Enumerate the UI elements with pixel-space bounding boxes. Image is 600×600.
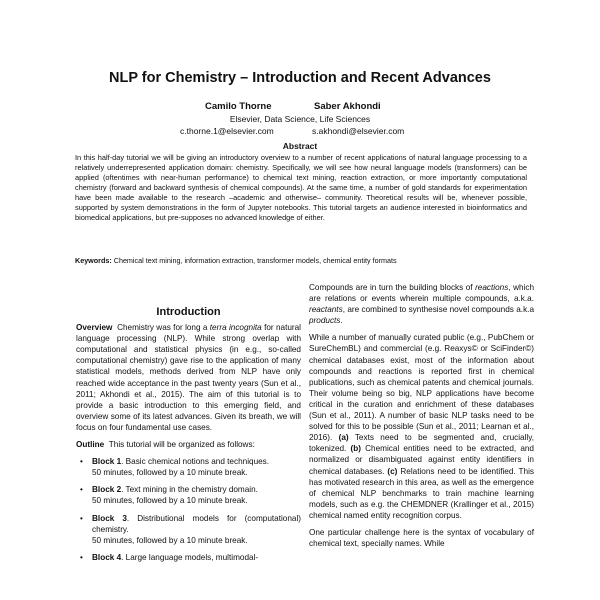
- list-item: • Block 2. Text mining in the chemistry domain. 50 minutes, followed by a 10 minute break.: [76, 484, 301, 506]
- outline-label: Outline: [76, 440, 105, 450]
- overview-label: Overview: [76, 323, 113, 333]
- outline-paragraph: Outline This tutorial will be organized as follows:: [76, 440, 255, 450]
- author-name: Saber Akhondi: [314, 101, 381, 112]
- paragraph: While a number of manually curated public (e.g., PubChem or SureChemBL) and commercial (e.g. Reaxys© or SciFinder©) chemical databases exist, most of the information about compounds and reactions is reported first in chemical publications, such as chemical patents and chemical journals. Their volume being so big, NLP applications have become critical in the curation and enrichment of these databases (Sun et al., 2011). A number of basic NLP tasks need to be solved for this to be possible (Sun et al., 2011; Learnan et al., 2016). (a) Texts need to be segmented and, crucially, tokenized. (b) Chemical entities need to be extracted, and normalized or disambiguated against entity identifiers in chemical databases. (c) Relations need to be identified. This has motivated research in this area, as well as the emergence of chemical NLP benchmarks to train machine learning models, such as e.g. the CHEMDNER (Krallinger et al., 2015) chemical named entity recognition corpus.: [309, 333, 534, 520]
- list-item: • Block 1. Basic chemical notions and techniques. 50 minutes, followed by a 10 minute break.: [76, 456, 301, 478]
- list-item: • Block 4. Large language models, multimodal-: [76, 552, 301, 563]
- abstract-heading: Abstract: [282, 141, 318, 151]
- abstract-text: In this half-day tutorial we will be giving an introductory overview to a number of recent applications of natural language processing to a relatively underrepresented application domain: chemistry. Specifically, we will see how neural language models (transformers) can be applied (oftentimes with near-human performance) to chemical text mining, reaction extraction, or more importantly computational chemistry (forward and backward synthesis of chemical compounds). At the same time, a number of gold standards for experimentation have been made available to the research –academic and otherwise– community. Theoretical results will be, whenever possible, supported by system demonstrations in the form of Jupyter notebooks. This tutorial targets an audience interested in bioinformatics and biomedical applications, but pre-supposes no advanced knowledge of either.: [75, 153, 527, 222]
- block-list: [76, 456, 301, 563]
- overview-paragraph: Overview Chemistry was for long a terra incognita for natural language processing (NLP). While strong overlap with computational and statistical physics (in e.g., so-called computational chemistry) gave rise to the application of many statistical models, methods derived from NLP have only reached wide acceptance in the past twenty years (Sun et al., 2011; Akhondi et al., 2015). The aim of this tutorial is to provide a basic introduction to this emerging field, and overview some of its latest advances. Given its breath, we will focus on four fundamental use cases.: [76, 323, 301, 432]
- author-email: s.akhondi@elsevier.com: [312, 126, 405, 136]
- affiliation: Elsevier, Data Science, Life Sciences: [229, 114, 371, 124]
- keywords: [75, 256, 527, 266]
- section-heading: Introduction: [156, 306, 221, 318]
- author-name: Camilo Thorne: [205, 101, 272, 112]
- paragraph: One particular challenge here is the syntax of vocabulary of chemical text, specially names. While: [309, 527, 534, 549]
- left-column: [76, 307, 301, 569]
- list-item: • Block 3. Distributional models for (computational) chemistry. 50 minutes, followed by a 10 minute break.: [76, 513, 301, 546]
- paragraph: Compounds are in turn the building blocks of reactions, which are relations or events wherein multiple compounds, a.k.a. reactants, are combined to synthesise novel compounds a.k.a products.: [309, 283, 534, 326]
- right-column: [309, 282, 534, 555]
- paper-title: NLP for Chemistry – Introduction and Recent Advances: [109, 70, 491, 86]
- author-email: c.thorne.1@elsevier.com: [180, 126, 274, 136]
- keywords-text: Chemical text mining, information extraction, transformer models, chemical entity formats: [113, 256, 397, 265]
- keywords-label: Keywords:: [75, 256, 112, 265]
